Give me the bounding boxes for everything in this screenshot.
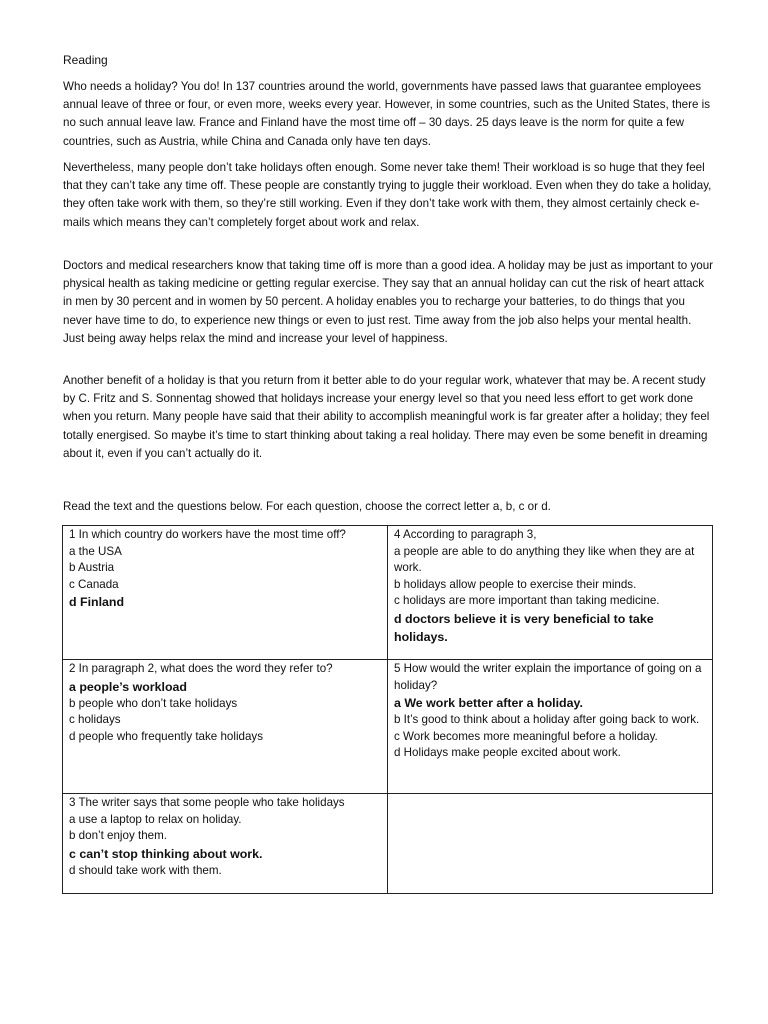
question-2-option-a: a people’s workload [69,679,187,694]
question-cell-2 [63,660,388,794]
question-cell-4 [388,526,713,660]
question-5-option-b: b It’s good to think about a holiday after going back to work. [394,713,700,726]
paragraph-3: Doctors and medical researchers know that taking time off is more than a good idea. A holiday may be just as important to your physical health as taking medicine or getting regular exercise. They say that an annual holiday can cut the risk of heart attack in men by 30 percent and in women by 50 percent. A holiday enables you to recharge your batteries, to do things that you never have time to do, to experience new things or even to just rest. Time away from the job also helps your mental health. Just being away helps relax the mind and increase your level of happiness. [63,259,714,345]
question-2-option-c: c holidays [69,713,121,726]
table-row [63,526,713,660]
question-5-option-c: c Work becomes more meaningful before a holiday. [394,729,658,743]
question-4-option-a: a people are able to do anything they like when they are at work. [394,544,695,574]
question-1-option-a: a the USA [69,544,122,558]
question-5-option-d: d Holidays make people excited about work. [394,746,621,759]
question-cell-3 [63,794,388,894]
paragraph-1: Who needs a holiday? You do! In 137 countries around the world, governments have passed laws that guarantee employees annual leave of three or four, or even more, weeks every year. However, in some countries, such as the United States, there is no such annual leave law. France and Finland have the most time off – 30 days. 25 days leave is the norm for quite a few countries, such as Austria, while China and Canada only have ten days. [63,80,711,148]
question-1-option-b: b Austria [69,561,115,574]
question-2-option-d: d people who frequently take holidays [69,729,264,743]
paragraph-4: Another benefit of a holiday is that you return from it better able to do your regular work, whatever that may be. A recent study by C. Fritz and S. Sonnentag showed that holidays increase your energy level so that you need less effort to get work done when you return. Many people have said that their ability to accomplish meaningful work is far greater after a holiday; they feel totally energised. So maybe it’s time to start thinking about taking a real holiday. There may even be some benefit in dreaming about it, even if you can’t actually do it. [63,374,710,460]
questions-table [62,525,713,894]
question-5-option-a: a We work better after a holiday. [394,696,583,710]
question-1-text: 1 In which country do workers have the most time off? [69,528,346,541]
question-2-option-b: b people who don’t take holidays [69,696,238,710]
question-3-option-c: c can’t stop thinking about work. [69,846,263,861]
empty-cell [388,794,713,894]
question-1-option-d: d Finland [69,595,125,609]
question-3-text: 3 The writer says that some people who take holidays [69,796,345,809]
question-cell-1 [63,526,388,660]
paragraph-2: Nevertheless, many people don’t take holidays often enough. Some never take them! Their workload is so huge that they feel that they can’t take any time off. These people are constantly trying to juggle their workload. Even when they do take a holiday, they often take work with them, so they’re still working. Even if they don’t take work with them, they almost certainly check e-mails which means they can’t completely forget about work and relax. [63,161,712,229]
question-1-option-c: c Canada [69,577,119,591]
question-4-option-d: d doctors believe it is very beneficial to take holidays. [394,611,654,644]
question-3-option-b: b don’t enjoy them. [69,829,167,842]
question-3-option-d: d should take work with them. [69,863,222,877]
question-4-option-b: b holidays allow people to exercise their minds. [394,577,637,591]
question-5-text: 5 How would the writer explain the importance of going on a holiday? [394,662,702,692]
question-cell-5 [388,660,713,794]
table-row [63,660,713,794]
table-row [63,794,713,894]
question-4-option-c: c holidays are more important than taking medicine. [394,594,660,607]
reading-heading: Reading [63,53,108,67]
question-2-text: 2 In paragraph 2, what does the word they refer to? [69,662,333,675]
question-3-option-a: a use a laptop to relax on holiday. [69,812,242,826]
instructions: Read the text and the questions below. For each question, choose the correct letter a, b, c or d. [63,500,551,513]
question-4-text: 4 According to paragraph 3, [394,528,537,541]
